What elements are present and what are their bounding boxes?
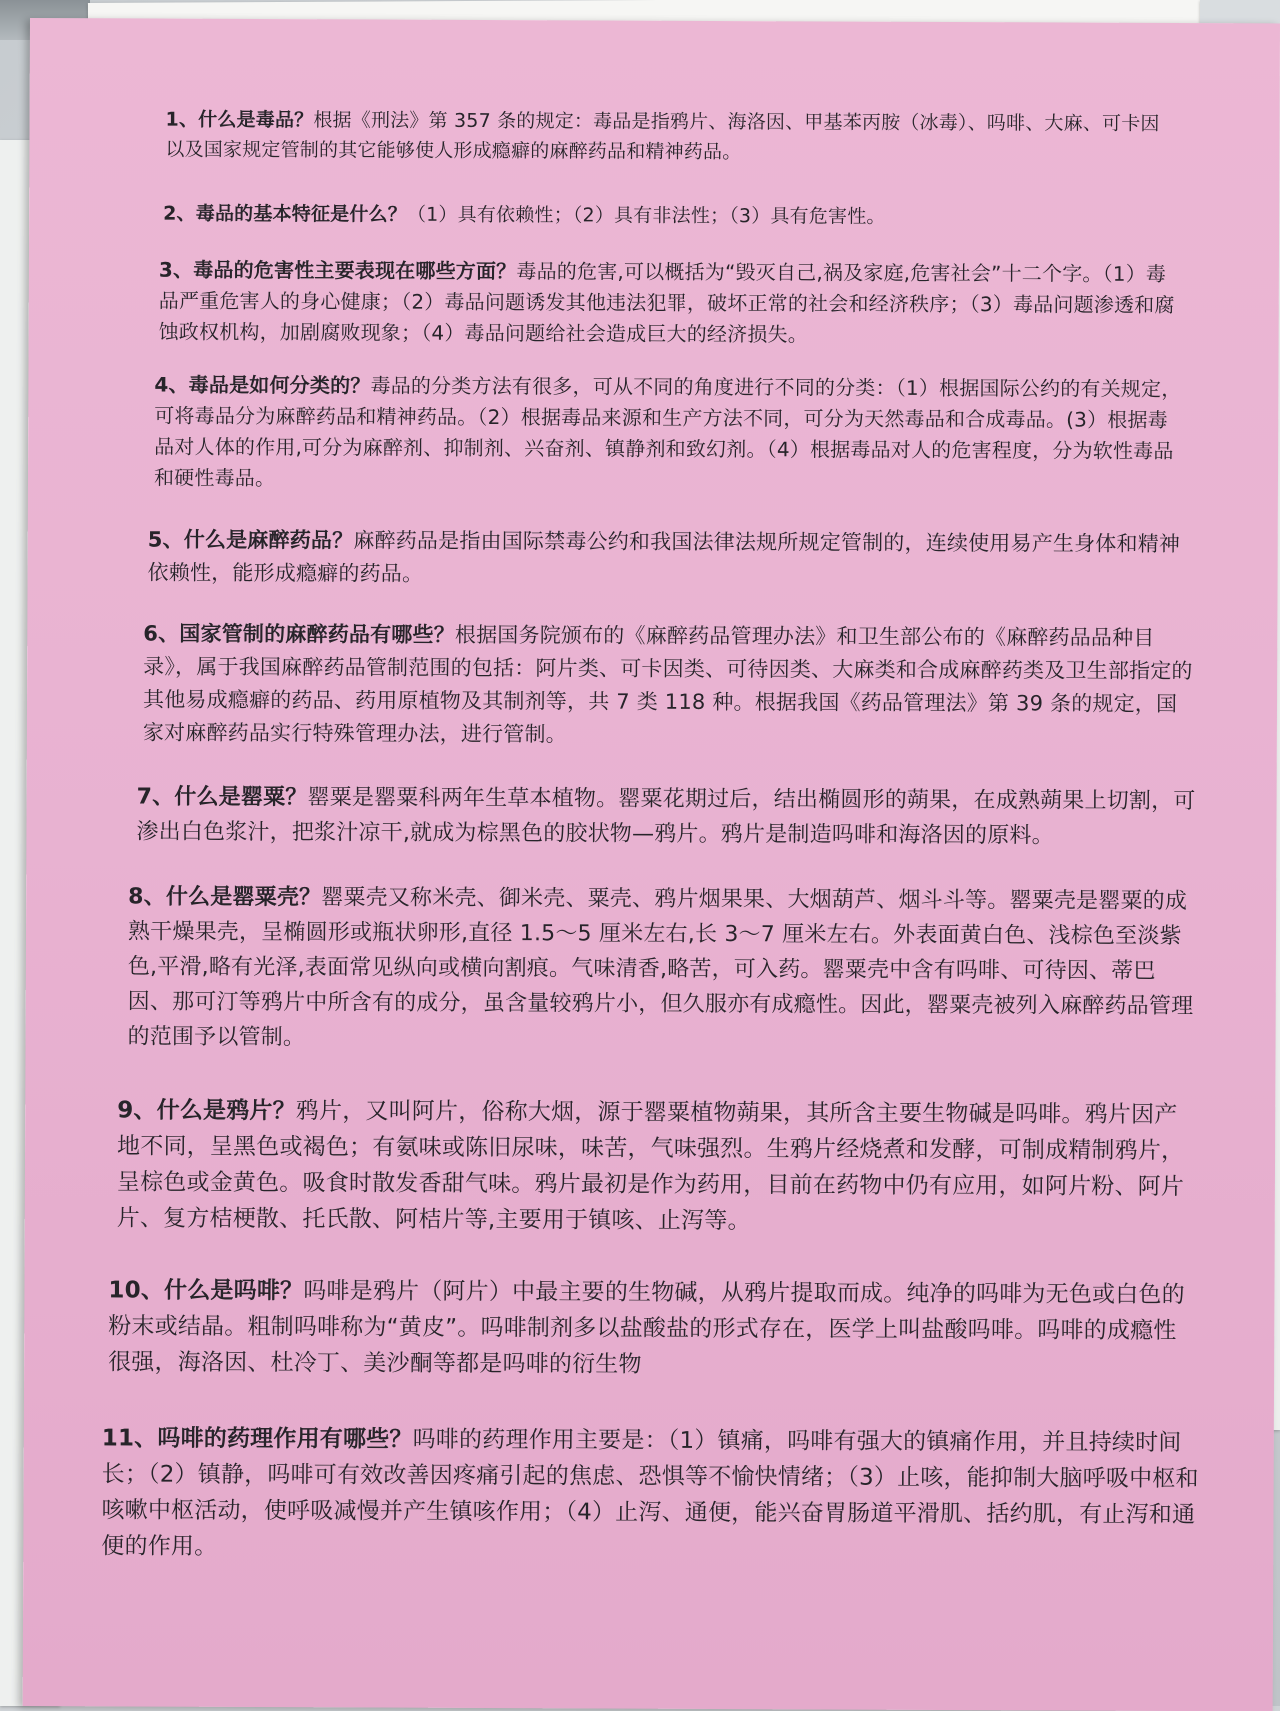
answer-6: 根据国务院颁布的《麻醉药品管理办法》和卫生部公布的《麻醉药品品种目录》，属于我国麻醉药品管制范围的包括：阿片类、可卡因类、可待因类、大麻类和合成麻醉药类及卫生部指定的其他易成瘾癖的药品、药用原植物及其制剂等，共 7 类 118 种。根据我国《药品管理法》第 39 条的规定，国家对麻醉药品实行特殊管理办法，进行管制。 — [142, 622, 1193, 747]
answer-2: （1）具有依赖性；（2）具有非法性；（3）具有危害性。 — [406, 203, 886, 228]
answer-10: 吗啡是鸦片（阿片）中最主要的生物碱，从鸦片提取而成。纯净的吗啡为无色或白色的粉末或结晶。粗制吗啡称为“黄皮”。吗啡制剂多以盐酸盐的形式存在，医学上叫盐酸吗啡。吗啡的成瘾性很强，海洛因、杜冷丁、美沙酮等都是吗啡的衍生物 — [108, 1278, 1185, 1378]
question-5: 5、什么是麻醉药品？ — [147, 527, 354, 553]
question-6: 6、国家管制的麻醉药品有哪些？ — [143, 621, 455, 647]
qa-item-5 — [106, 523, 1188, 594]
qa-item-8 — [103, 879, 1198, 1059]
answer-9: 鸦片，又叫阿片，俗称大烟，源于罂粟植物蒴果，其所含主要生物碱是吗啡。鸦片因产地不同，呈黑色或褐色；有氨味或陈旧尿味，味苦，气味强烈。生鸦片经烧煮和发酵，可制成精制鸦片，呈棕色或金黄色。吸食时散发香甜气味。鸦片最初是作为药用，目前在药物中仍有应用，如阿片粉、阿片片、复方桔梗散、托氏散、阿桔片等,主要用于镇咳、止泻等。 — [116, 1098, 1185, 1235]
answer-4: 毒品的分类方法有很多，可从不同的角度进行不同的分类：（1）根据国际公约的有关规定，可将毒品分为麻醉药品和精神药品。（2）根据毒品来源和生产方法不同，可分为天然毒品和合成毒品。(3）根据毒品对人体的作用,可分为麻醉剂、抑制剂、兴奋剂、镇静剂和致幻剂。（4）根据毒品对人的危害程度，分为软性毒品和硬性毒品。 — [153, 373, 1182, 491]
answer-1: 根据《刑法》第 357 条的规定：毒品是指鸦片、海洛因、甲基苯丙胺（冰毒）、吗啡、大麻、可卡因以及国家规定管制的其它能够使人形成瘾癖的麻醉药品和精神药品。 — [165, 109, 1160, 164]
answer-3: 毒品的危害,可以概括为“毁灭自己,祸及家庭,危害社会”十二个字。（1）毒品严重危害人的身心健康；（2）毒品问题诱发其他违法犯罪，破坏正常的社会和经济秩序；（3）毒品问题渗透和腐蚀政权机构，加剧腐败现象；（4）毒品问题给社会造成巨大的经济损失。 — [158, 259, 1175, 347]
answer-7: 罂粟是罂粟科两年生草本植物。罂粟花期过后，结出椭圆形的蒴果，在成熟蒴果上切割，可渗出白色浆汁，把浆汁凉干,就成为棕黑色的胶状物—鸦片。鸦片是制造吗啡和海洛因的原料。 — [136, 785, 1196, 849]
pink-document-page — [23, 18, 1280, 1711]
question-2: 2、毒品的基本特征是什么？ — [163, 202, 408, 226]
qa-item-6 — [105, 617, 1194, 754]
qa-item-1 — [107, 104, 1175, 169]
question-3: 3、毒品的危害性主要表现在哪些方面？ — [158, 257, 517, 284]
answer-8: 罂粟壳又称米壳、御米壳、粟壳、鸦片烟果果、大烟葫芦、烟斗斗等。罂粟壳是罂粟的成熟干燥果壳，呈椭圆形或瓶状卵形,直径 1.5～5 厘米左右,长 3～7 厘米左右。外表面黄白色、浅棕色至淡紫色,平滑,略有光泽,表面常见纵向或横向割痕。气味清香,略苦，可入药。罂粟壳中含有吗啡、可待因、蒂巴因、那可汀等鸦片中所含有的成分，虽含量较鸦片小，但久服亦有成瘾性。因此，罂粟壳被列入麻醉药品管理的范围予以管制。 — [127, 885, 1194, 1051]
question-8: 8、什么是罂粟壳？ — [128, 884, 322, 911]
question-7: 7、什么是罂粟？ — [136, 784, 308, 811]
qa-list — [101, 104, 1247, 1569]
question-9: 9、什么是鸦片？ — [117, 1097, 296, 1125]
qa-item-7 — [104, 779, 1196, 854]
question-11: 11、吗啡的药理作用有哪些？ — [101, 1425, 413, 1453]
qa-item-10 — [102, 1272, 1198, 1385]
answer-5: 麻醉药品是指由国际禁毒公约和我国法律法规所规定管制的，连续使用易产生身体和精神依赖性，能形成瘾癖的药品。 — [147, 528, 1181, 586]
question-4: 4、毒品是如何分类的？ — [154, 372, 371, 398]
qa-item-4 — [106, 369, 1185, 498]
question-1: 1、什么是毒品？ — [165, 108, 314, 132]
qa-item-2 — [107, 198, 1173, 233]
question-10: 10、什么是吗啡？ — [108, 1277, 304, 1305]
qa-item-9 — [103, 1092, 1198, 1241]
qa-item-11 — [101, 1420, 1202, 1569]
qa-item-3 — [107, 254, 1179, 352]
answer-11: 吗啡的药理作用主要是：（1）镇痛，吗啡有强大的镇痛作用，并且持续时间长；（2）镇静，吗啡可有效改善因疼痛引起的焦虑、恐惧等不愉快情绪；（3）止咳，能抑制大脑呼吸中枢和咳嗽中枢活动，使呼吸减慢并产生镇咳作用；（4）止泻、通便，能兴奋胃肠道平滑肌、括约肌，有止泻和通便的作用。 — [101, 1426, 1199, 1560]
